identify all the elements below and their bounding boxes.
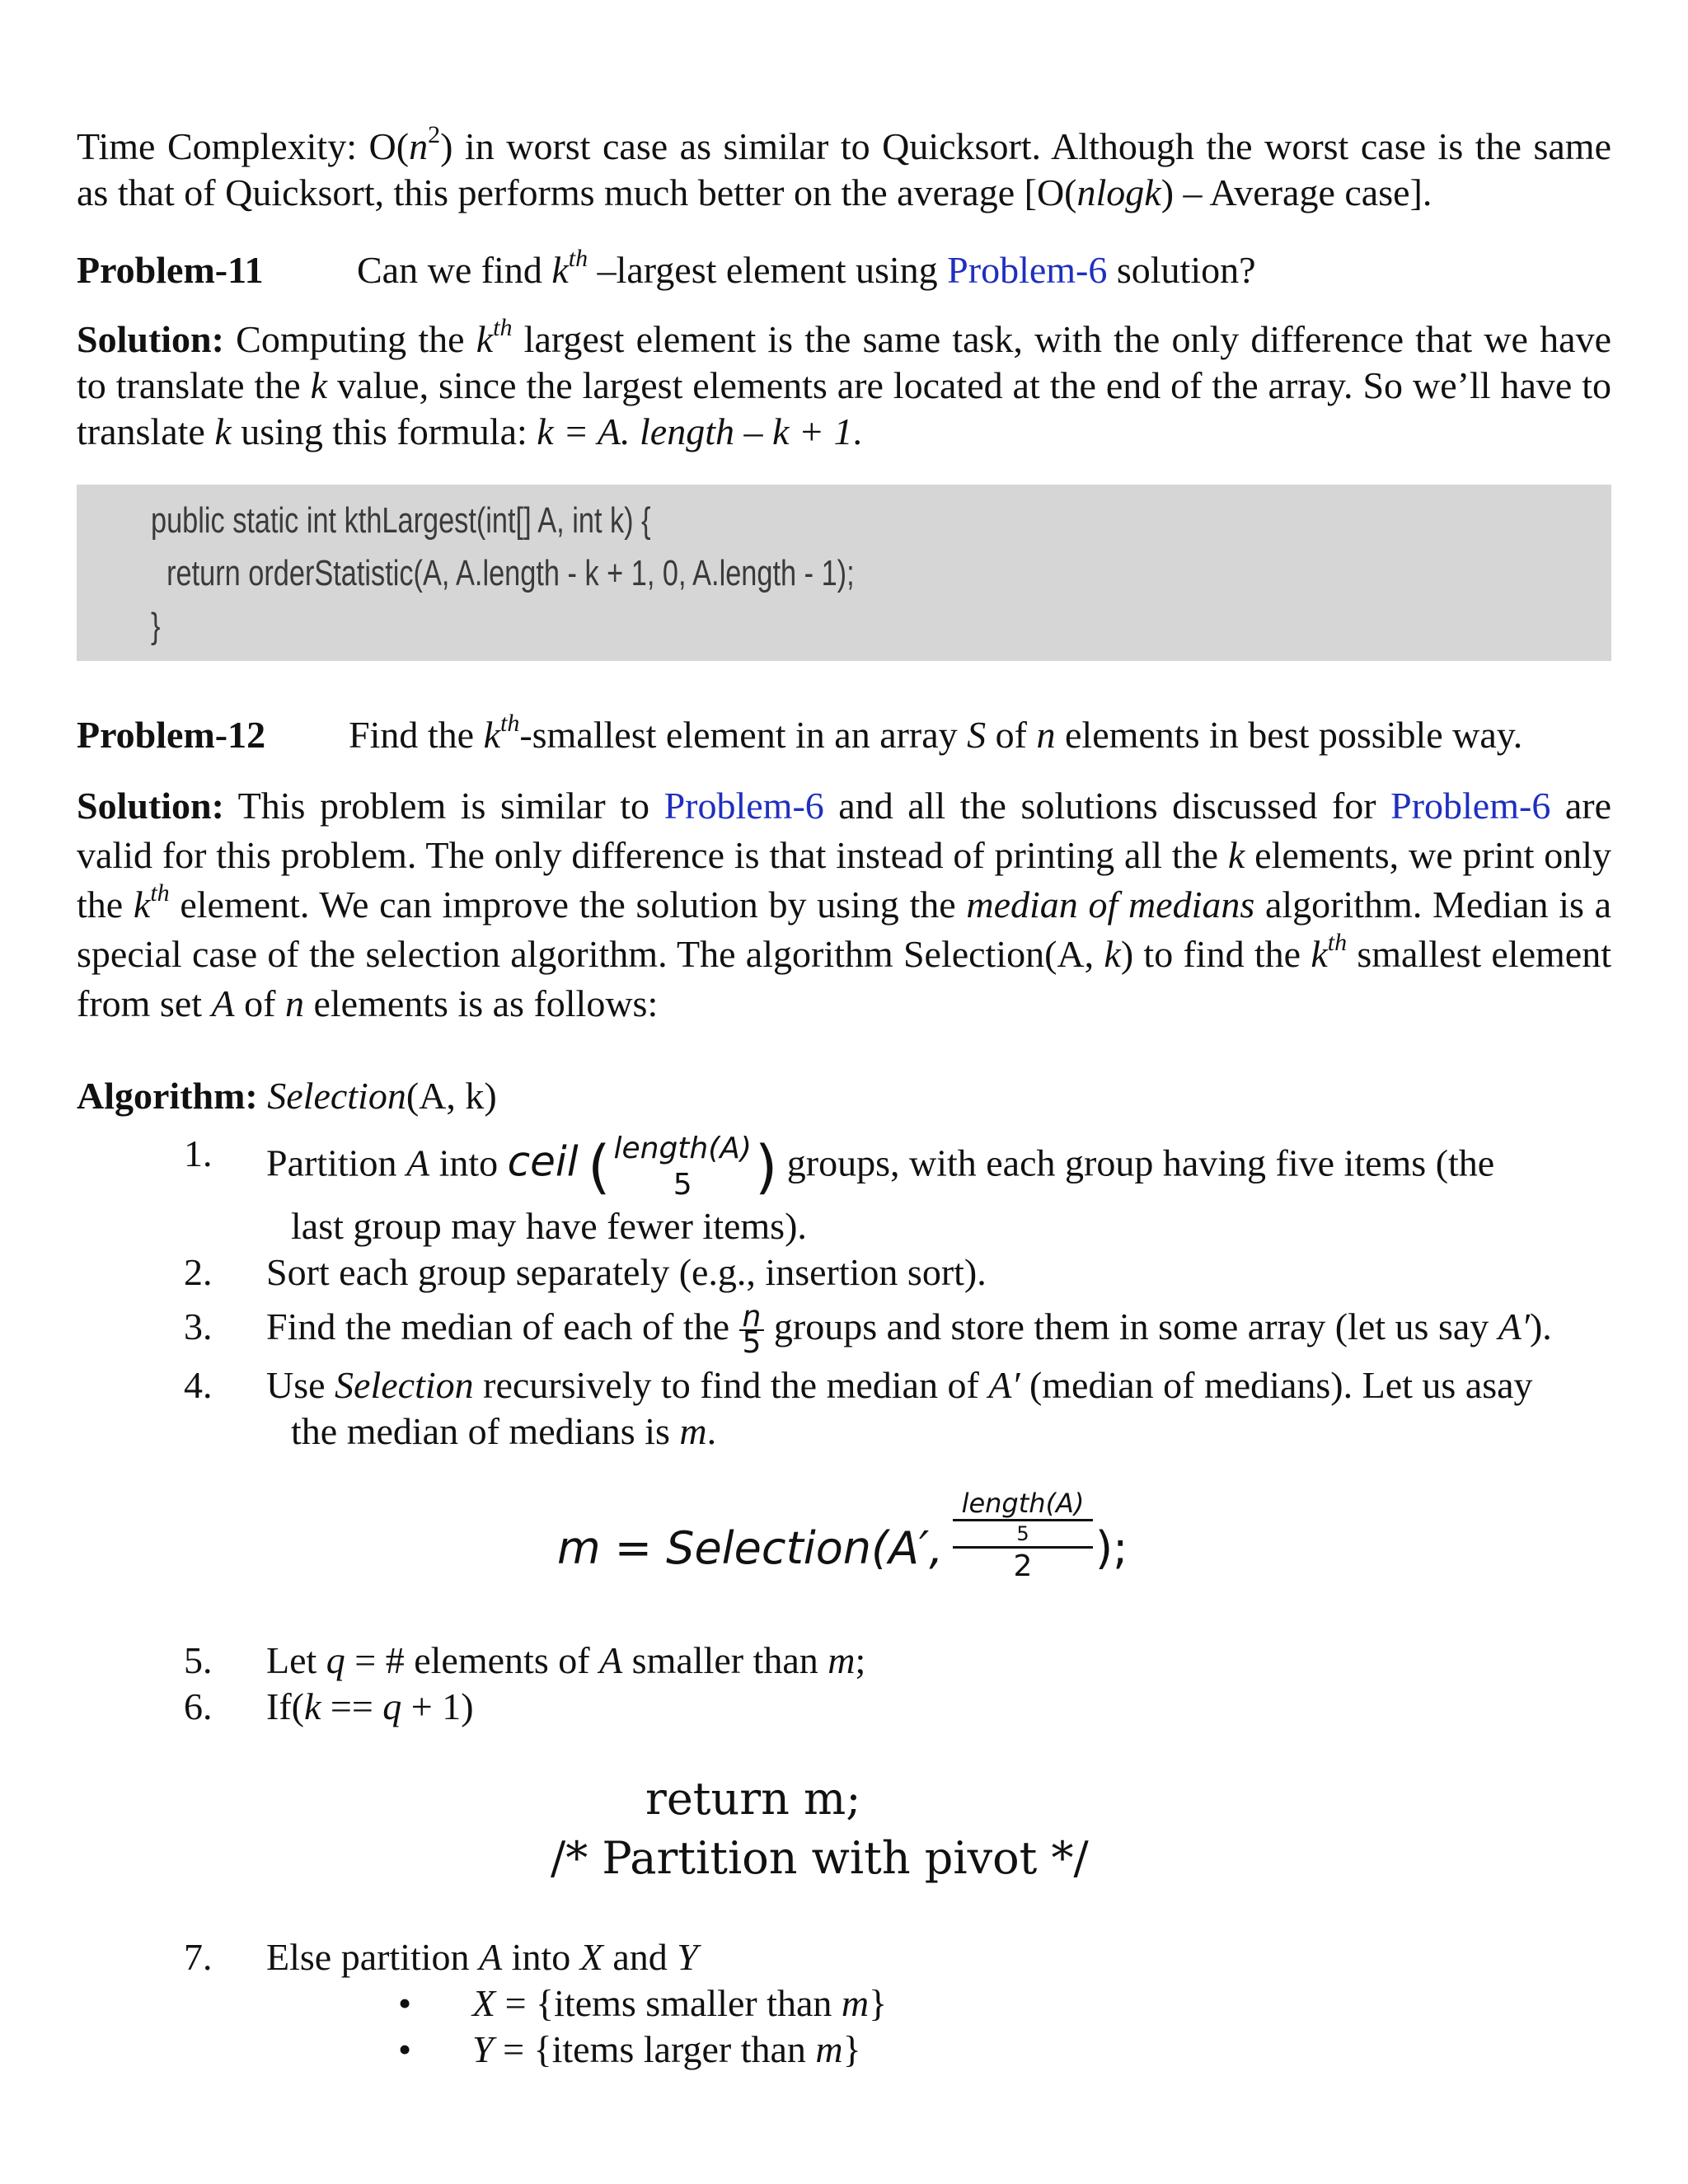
problem-11-heading (77, 244, 1611, 293)
step-2: 2. Sort each group separately (e.g., insertion sort). (184, 1251, 987, 1293)
algorithm-steps (77, 1131, 1611, 1455)
text: ) in worst case as similar to Quicksort. Although the worst case is the same as that of Quicksort, this performs much better on the average [O( (77, 125, 1612, 213)
return-block (77, 1769, 1611, 1888)
n-over-5-fraction: $\frac{n}{5}$ (739, 1305, 765, 1356)
bullet-x: • X = {items smaller than m} (398, 1982, 888, 2025)
equation-fraction: length(A) 5 2 (953, 1488, 1093, 1585)
ceil-fraction: length(A) 5 (613, 1132, 752, 1202)
problem-12-solution: Solution: This problem is similar to Problem-6 and all the solutions discussed for Problem-6 are valid for this problem. The only difference is that instead of printing all the k elements, we print only the $k^{th}$ element. We can improve the solution by using the median of medians algorithm. Median is a special case of the selection algorithm. The algorithm Selection(A, k) to find the $k^{th}$ smallest element from set A of n elements is as follows: (77, 785, 1612, 1024)
problem-label: Problem-11 (77, 249, 264, 291)
problem-12-heading (77, 709, 1611, 758)
problem-label: Problem-12 (77, 714, 266, 756)
code-line-3: } (151, 606, 161, 646)
text: ) – Average case]. (1160, 171, 1432, 213)
problem-6-link[interactable]: Problem-6 (947, 249, 1108, 291)
problem-12-question: Find the $k^{th}$-smallest element in an array S of n elements in best possible way. (349, 709, 1523, 756)
algorithm-steps-cont (77, 1638, 1611, 1730)
code-block (77, 485, 1611, 661)
step-4: 4. Use Selection recursively to find the median of A′ (median of medians). Let us asay the median of medians is m. (184, 1364, 1533, 1453)
step-6: 6. If(k == q + 1) (184, 1685, 474, 1728)
code-line-1: public static int kthLargest(int[] A, int k) { (151, 500, 651, 541)
step-7: 7. Else partition A into X and Y (184, 1936, 698, 1979)
selection-equation: m = Selection(A′, length(A) 5 2 ); (557, 1488, 1128, 1584)
var-n: n (409, 125, 429, 167)
sup: 2 (428, 120, 441, 148)
step-5: 5. Let q = # elements of A smaller than m; (184, 1639, 866, 1682)
var-nlogk: nlogk (1076, 171, 1161, 213)
step-3: 3. Find the median of each of the $\frac{n}{5}$ groups and store them in some array (let us say A′). (184, 1300, 1552, 1361)
problem-11-question: Can we find $k^{th}$ –largest element using Problem-6 solution? (357, 244, 1256, 291)
bullet-y: • Y = {items larger than m} (398, 2028, 861, 2071)
solution-label: Solution: (77, 785, 224, 827)
problem-11-solution: Solution: Computing the $k^{th}$ largest element is the same task, with the only difference that we have to translate the k value, since the largest elements are located at the end of the array. So we’ll have to translate k using this formula: k = A. length – k + 1. (77, 313, 1611, 452)
solution-label: Solution: (77, 318, 224, 360)
step-1: 1. Partition A into ceil ( length(A) 5 ) groups, with each group having five items (the last group may have fewer items). (184, 1132, 1495, 1247)
problem-6-link[interactable]: Problem-6 (1390, 785, 1551, 827)
return-statement: return m; (645, 1773, 861, 1825)
problem-6-link[interactable]: Problem-6 (663, 785, 824, 827)
code-line-2: return orderStatistic(A, A.length - k + 1, 0, A.length - 1); (151, 553, 855, 593)
time-complexity-paragraph (77, 120, 1612, 216)
document-page (77, 120, 1612, 2073)
algorithm-steps-end (77, 1934, 1611, 1980)
translate-formula: k = A. length – k + 1 (537, 410, 853, 452)
pivot-comment: /* Partition with pivot */ (551, 1832, 1089, 1885)
text: Time Complexity: O( (77, 125, 410, 167)
algorithm-heading: Algorithm: Selection(A, k) (77, 1075, 497, 1117)
median-of-medians: median of medians (966, 883, 1255, 926)
